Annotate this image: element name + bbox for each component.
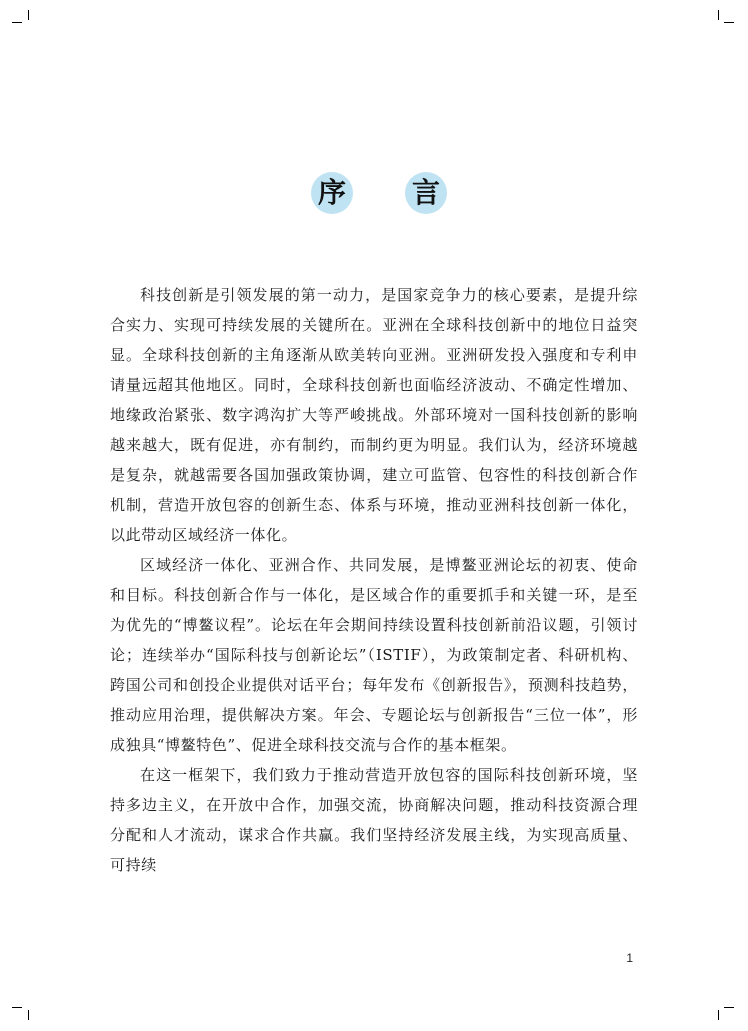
crop-mark-bottom-left-v	[28, 1010, 29, 1020]
page-title	[0, 172, 748, 220]
page-number: 1	[626, 951, 633, 965]
crop-mark-top-right-v	[718, 10, 719, 20]
paragraph-1: 科技创新是引领发展的第一动力，是国家竞争力的核心要素，是提升综合实力、实现可持续发展的关键所在。亚洲在全球科技创新中的地位日益突显。全球科技创新的主角逐渐从欧美转向亚洲。亚洲研发投入强度和专利申请量远超其他地区。同时，全球科技创新也面临经济波动、不确定性增加、地缘政治紧张、数字鸿沟扩大等严峻挑战。外部环境对一国科技创新的影响越来越大，既有促进，亦有制约，而制约更为明显。我们认为，经济环境越是复杂，就越需要各国加强政策协调，建立可监管、包容性的科技创新合作机制，营造开放包容的创新生态、体系与环境，推动亚洲科技创新一体化，以此带动区域经济一体化。	[110, 286, 638, 544]
crop-mark-bottom-left-h	[12, 1007, 22, 1008]
title-char-1: 序	[311, 172, 353, 214]
crop-mark-bottom-right-h	[724, 1007, 734, 1008]
paragraph-3: 在这一框架下，我们致力于推动营造开放包容的国际科技创新环境，坚持多边主义，在开放中合作，加强交流，协商解决问题，推动科技资源合理分配和人才流动，谋求合作共赢。我们坚持经济发展主线，为实现高质量、可持续	[110, 766, 638, 874]
crop-mark-top-left-h	[12, 22, 22, 23]
crop-mark-bottom-right-v	[718, 1010, 719, 1020]
title-char-2: 言	[405, 172, 447, 214]
crop-mark-top-right-h	[724, 22, 734, 23]
crop-mark-top-left-v	[28, 10, 29, 20]
paragraph-2: 区域经济一体化、亚洲合作、共同发展，是博鳌亚洲论坛的初衷、使命和目标。科技创新合作与一体化，是区域合作的重要抓手和关键一环，是至为优先的“博鳌议程”。论坛在年会期间持续设置科技创新前沿议题，引领讨论；连续举办“国际科技与创新论坛”（ISTIF），为政策制定者、科研机构、跨国公司和创投企业提供对话平台；每年发布《创新报告》，预测科技趋势，推动应用治理，提供解决方案。年会、专题论坛与创新报告“三位一体”，形成独具“博鳌特色”、促进全球科技交流与合作的基本框架。	[110, 556, 638, 754]
body-text	[110, 280, 638, 880]
